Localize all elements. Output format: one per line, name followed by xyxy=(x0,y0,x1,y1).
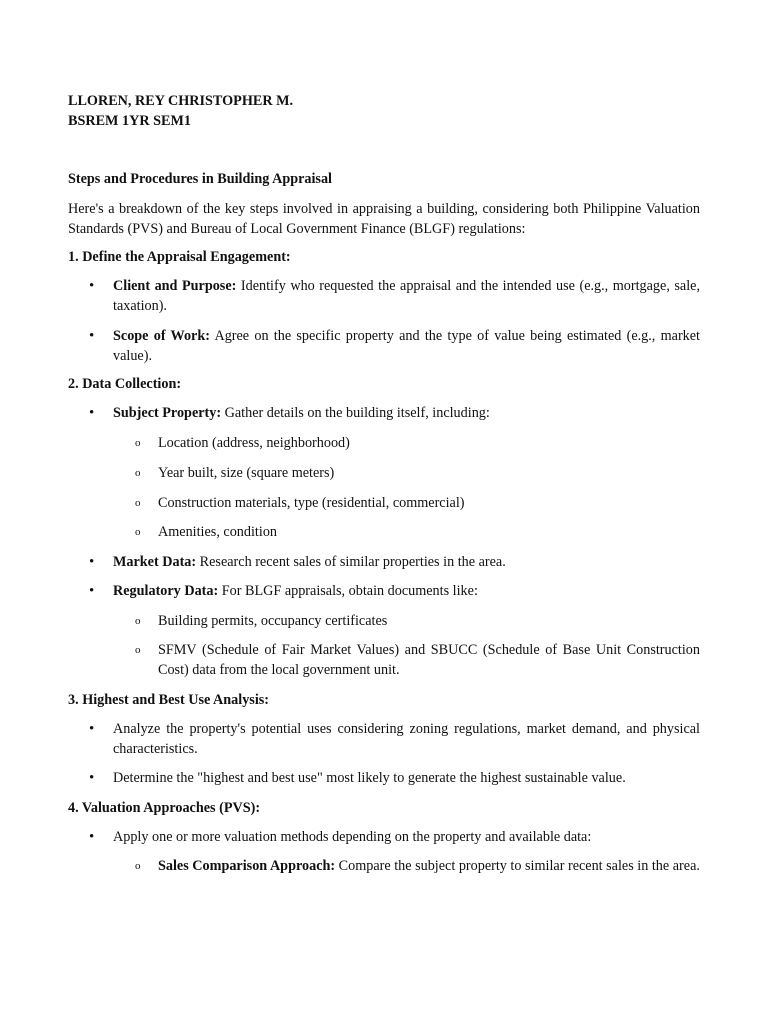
sub-bullet-marker: o xyxy=(135,644,141,656)
section-heading: 4. Valuation Approaches (PVS): xyxy=(68,800,261,816)
list-item-body: For BLGF appraisals, obtain documents like: xyxy=(218,583,478,599)
list-item-text xyxy=(113,553,700,573)
list-item-text xyxy=(113,582,700,602)
list-item-text xyxy=(113,404,700,424)
program-year: BSREM 1YR SEM1 xyxy=(68,113,191,129)
list-item-text xyxy=(113,327,700,366)
intro-paragraph: Here's a breakdown of the key steps involved in appraising a building, considering both Philippine Valuation Standards (PVS) and Bureau of Local Government Finance (BLGF) regulations: xyxy=(68,201,700,237)
document-page xyxy=(68,0,700,1024)
list-item-body: Identify who requested the appraisal and the intended use (e.g., mortgage, sale, taxation). xyxy=(113,278,701,314)
list-item-body: Agree on the specific property and the type of value being estimated (e.g., market value). xyxy=(113,328,700,364)
bullet-marker: • xyxy=(89,278,95,294)
list-item-label: Scope of Work: xyxy=(113,328,210,344)
sub-bullet-marker: o xyxy=(135,497,141,509)
document-title: Steps and Procedures in Building Appraisal xyxy=(68,171,332,187)
sub-list-item-text: Amenities, condition xyxy=(158,524,278,540)
sub-bullet-marker: o xyxy=(135,467,141,479)
bullet-marker: • xyxy=(89,405,95,421)
sub-bullet-marker: o xyxy=(135,860,141,872)
bullet-marker: • xyxy=(89,770,95,786)
list-item-label: Market Data: xyxy=(113,554,197,570)
list-item-text: Determine the "highest and best use" most likely to generate the highest sustainable value. xyxy=(113,770,626,786)
bullet-marker: • xyxy=(89,829,95,845)
section-heading: 3. Highest and Best Use Analysis: xyxy=(68,692,270,708)
sub-list-item-text: Building permits, occupancy certificates xyxy=(158,613,388,629)
list-item-text: Apply one or more valuation methods depending on the property and available data: xyxy=(113,829,592,845)
list-item-text xyxy=(113,277,700,316)
sub-bullet-marker: o xyxy=(135,526,141,538)
section-heading: 1. Define the Appraisal Engagement: xyxy=(68,249,291,265)
sub-bullet-marker: o xyxy=(135,615,141,627)
list-item-body: Gather details on the building itself, including: xyxy=(221,405,490,421)
bullet-marker: • xyxy=(89,554,95,570)
list-item-label: Subject Property: xyxy=(113,405,222,421)
sub-list-item-text: Location (address, neighborhood) xyxy=(158,435,350,451)
sub-list-item-text xyxy=(158,857,700,877)
list-item-label: Regulatory Data: xyxy=(113,583,219,599)
sub-list-item-body: Compare the subject property to similar recent sales in the area. xyxy=(335,858,700,874)
sub-list-item-label: Sales Comparison Approach: xyxy=(158,858,336,874)
list-item-text: Analyze the property's potential uses considering zoning regulations, market demand, and physical characteristics. xyxy=(113,721,700,757)
list-item-label: Client and Purpose: xyxy=(113,278,237,294)
section-heading: 2. Data Collection: xyxy=(68,376,182,392)
author-name: LLOREN, REY CHRISTOPHER M. xyxy=(68,93,294,109)
list-item-body: Research recent sales of similar properties in the area. xyxy=(196,554,506,570)
sub-list-item-text: SFMV (Schedule of Fair Market Values) and SBUCC (Schedule of Base Unit Construction Cost) data from the local government unit. xyxy=(158,642,700,678)
sub-list-item-text: Construction materials, type (residential, commercial) xyxy=(158,495,465,511)
sub-bullet-marker: o xyxy=(135,437,141,449)
bullet-marker: • xyxy=(89,721,95,737)
bullet-marker: • xyxy=(89,328,95,344)
bullet-marker: • xyxy=(89,583,95,599)
sub-list-item-text: Year built, size (square meters) xyxy=(158,465,335,481)
